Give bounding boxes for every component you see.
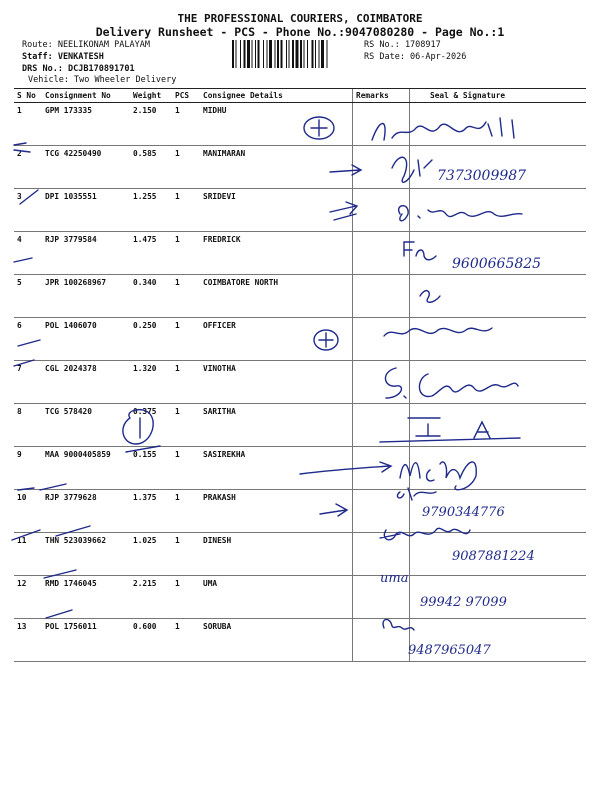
col-remarks: Remarks xyxy=(353,89,410,103)
row-remarks xyxy=(353,189,410,232)
table-row xyxy=(14,490,586,533)
handwritten-phone: 99942 97099 xyxy=(420,595,507,610)
row-sno: 1 xyxy=(14,103,42,146)
row-weight: 0.155 xyxy=(130,447,172,490)
row-consignee: MIDHU xyxy=(200,103,353,146)
row-consignee: SARITHA xyxy=(200,404,353,447)
row-consignment: POL 1756011 xyxy=(42,619,130,662)
row-seal xyxy=(410,490,587,533)
row-seal xyxy=(410,275,587,318)
col-pcs: PCS xyxy=(172,89,200,103)
row-weight: 0.585 xyxy=(130,146,172,189)
row-consignment: DPI 1035551 xyxy=(42,189,130,232)
row-remarks xyxy=(353,146,410,189)
row-seal xyxy=(410,318,587,361)
row-seal xyxy=(410,576,587,619)
staff-label: Staff: VENKATESH xyxy=(22,52,104,62)
runsheet-subtitle: Delivery Runsheet - PCS - Phone No.:9047080280 - Page No.:1 xyxy=(95,25,505,39)
row-weight: 2.150 xyxy=(130,103,172,146)
row-weight: 0.375 xyxy=(130,404,172,447)
row-consignment: RJP 3779584 xyxy=(42,232,130,275)
row-pcs: 1 xyxy=(172,103,200,146)
row-weight: 0.250 xyxy=(130,318,172,361)
row-remarks xyxy=(353,533,410,576)
row-consignment: TCG 42250490 xyxy=(42,146,130,189)
table-row xyxy=(14,361,586,404)
table-row xyxy=(14,619,586,662)
row-sno: 13 xyxy=(14,619,42,662)
col-weight: Weight xyxy=(130,89,172,103)
row-sno: 4 xyxy=(14,232,42,275)
table-row xyxy=(14,189,586,232)
col-seal: Seal & Signature xyxy=(410,89,587,103)
row-pcs: 1 xyxy=(172,361,200,404)
table-row xyxy=(14,232,586,275)
table-row xyxy=(14,275,586,318)
row-consignee: OFFICER xyxy=(200,318,353,361)
handwritten-phone: 9600665825 xyxy=(452,256,542,272)
row-weight: 2.215 xyxy=(130,576,172,619)
row-consignee: UMA xyxy=(200,576,353,619)
row-remarks xyxy=(353,103,410,146)
row-consignee: VINOTHA xyxy=(200,361,353,404)
table-header-row xyxy=(14,89,586,103)
row-consignment: MAA 9000405859 xyxy=(42,447,130,490)
handwritten-phone: 9487965047 xyxy=(408,643,491,658)
table-row xyxy=(14,533,586,576)
table-row xyxy=(14,146,586,189)
row-consignment: JPR 100268967 xyxy=(42,275,130,318)
row-pcs: 1 xyxy=(172,490,200,533)
runsheet-table xyxy=(14,88,586,662)
table-row xyxy=(14,447,586,490)
row-seal xyxy=(410,189,587,232)
row-weight: 1.475 xyxy=(130,232,172,275)
rs-number: RS No.: 1708917 xyxy=(364,40,441,50)
runsheet-title: THE PROFESSIONAL COURIERS, COIMBATORE xyxy=(177,12,423,25)
row-sno: 8 xyxy=(14,404,42,447)
row-seal xyxy=(410,361,587,404)
row-remarks xyxy=(353,404,410,447)
row-remarks xyxy=(353,490,410,533)
row-consignee: FREDRICK xyxy=(200,232,353,275)
row-consignee: COIMBATORE NORTH xyxy=(200,275,353,318)
row-pcs: 1 xyxy=(172,576,200,619)
rs-date: RS Date: 06-Apr-2026 xyxy=(364,52,467,62)
row-pcs: 1 xyxy=(172,275,200,318)
row-consignment: CGL 2024378 xyxy=(42,361,130,404)
row-pcs: 1 xyxy=(172,404,200,447)
row-sno: 12 xyxy=(14,576,42,619)
row-consignment: POL 1406070 xyxy=(42,318,130,361)
row-weight: 0.600 xyxy=(130,619,172,662)
row-seal xyxy=(410,146,587,189)
row-sno: 11 xyxy=(14,533,42,576)
row-sno: 10 xyxy=(14,490,42,533)
col-sno: S No xyxy=(14,89,42,103)
row-consignment: THN 523039662 xyxy=(42,533,130,576)
row-consignment: GPM 173335 xyxy=(42,103,130,146)
col-consignee: Consignee Details xyxy=(200,89,353,103)
row-consignee: PRAKASH xyxy=(200,490,353,533)
handwritten-phone: 9790344776 xyxy=(422,505,505,520)
row-weight: 0.340 xyxy=(130,275,172,318)
row-sno: 5 xyxy=(14,275,42,318)
row-pcs: 1 xyxy=(172,533,200,576)
table-row xyxy=(14,404,586,447)
row-seal xyxy=(410,404,587,447)
row-seal xyxy=(410,533,587,576)
row-sno: 3 xyxy=(14,189,42,232)
vehicle-label: Vehicle: Two Wheeler Delivery xyxy=(28,75,177,85)
table-row xyxy=(14,576,586,619)
row-pcs: 1 xyxy=(172,318,200,361)
row-seal xyxy=(410,103,587,146)
drs-number: DRS No.: DCJB170891701 xyxy=(22,64,135,74)
handwritten-phone: 7373009987 xyxy=(437,168,527,184)
row-pcs: 1 xyxy=(172,232,200,275)
row-weight: 1.320 xyxy=(130,361,172,404)
table-row xyxy=(14,103,586,146)
row-seal xyxy=(410,619,587,662)
row-consignment: RJP 3779628 xyxy=(42,490,130,533)
row-consignment: RMD 1746045 xyxy=(42,576,130,619)
handwritten-phone: 9087881224 xyxy=(452,549,535,564)
row-remarks xyxy=(353,275,410,318)
row-remarks xyxy=(353,447,410,490)
row-pcs: 1 xyxy=(172,619,200,662)
row-consignee: SASIREKHA xyxy=(200,447,353,490)
row-seal xyxy=(410,447,587,490)
row-remarks xyxy=(353,576,410,619)
row-weight: 1.025 xyxy=(130,533,172,576)
row-weight: 1.255 xyxy=(130,189,172,232)
row-consignee: SRIDEVI xyxy=(200,189,353,232)
row-remarks xyxy=(353,232,410,275)
row-seal xyxy=(410,232,587,275)
row-weight: 1.375 xyxy=(130,490,172,533)
row-consignment: TCG 578420 xyxy=(42,404,130,447)
row-sno: 2 xyxy=(14,146,42,189)
row-consignee: DINESH xyxy=(200,533,353,576)
row-consignee: SORUBA xyxy=(200,619,353,662)
handwritten-name: uma xyxy=(380,571,409,586)
route-label: Route: NEELIKONAM PALAYAM xyxy=(22,40,150,50)
col-consignment: Consignment No xyxy=(42,89,130,103)
row-sno: 6 xyxy=(14,318,42,361)
row-pcs: 1 xyxy=(172,189,200,232)
row-pcs: 1 xyxy=(172,447,200,490)
row-sno: 9 xyxy=(14,447,42,490)
row-pcs: 1 xyxy=(172,146,200,189)
table-row xyxy=(14,318,586,361)
row-consignee: MANIMARAN xyxy=(200,146,353,189)
row-sno: 7 xyxy=(14,361,42,404)
row-remarks xyxy=(353,361,410,404)
row-remarks xyxy=(353,318,410,361)
row-remarks xyxy=(353,619,410,662)
barcode xyxy=(232,40,360,68)
